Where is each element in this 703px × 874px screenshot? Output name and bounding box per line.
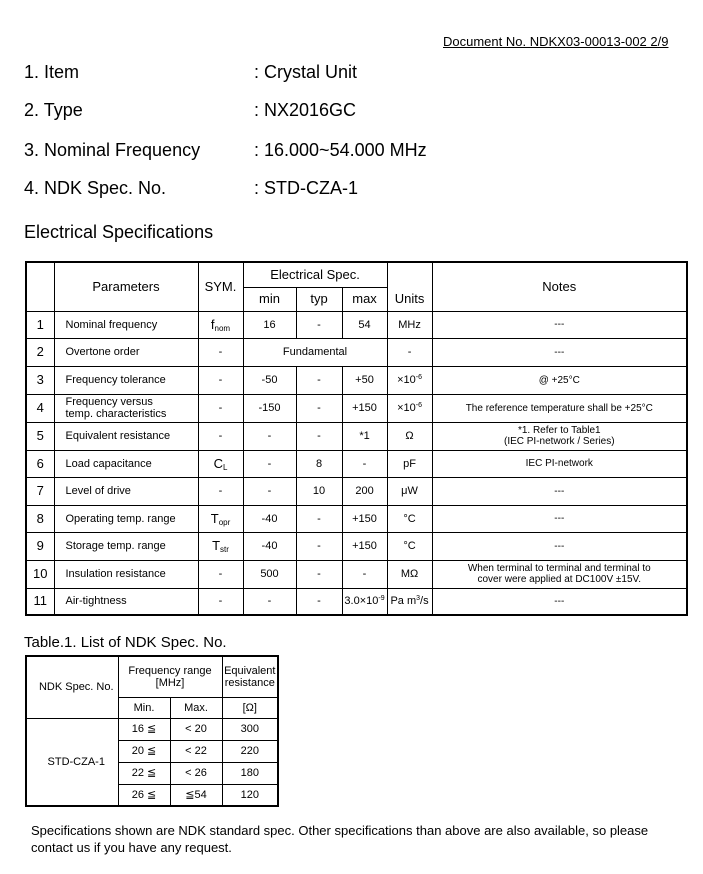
row-typ: - [296,394,342,422]
row-symbol: - [198,588,243,615]
row-max: *1 [342,422,387,450]
row-min: -40 [243,505,296,532]
row-unit: MHz [387,311,432,338]
table-row [26,311,687,338]
row-symbol: $T_{str}$ [198,532,243,560]
header-max: Max. [170,697,222,718]
freq-min: 20 ≦ [118,740,170,762]
row-number: 9 [26,532,54,560]
freq-min: 22 ≦ [118,762,170,784]
header-sym: SYM. [198,262,243,311]
table-row [26,477,687,505]
row-max: +150 [342,532,387,560]
row-typ: 10 [296,477,342,505]
row-number: 6 [26,450,54,477]
row-max: 54 [342,311,387,338]
row-note: The reference temperature shall be +25°C [432,394,687,422]
resistance: 120 [222,784,278,806]
row-number: 4 [26,394,54,422]
row-symbol: - [198,366,243,394]
row-typ: - [296,366,342,394]
item-value: : NX2016GC [254,100,357,120]
item-label: 1. Item [24,62,80,82]
row-min: - [243,588,296,615]
row-symbol: - [198,477,243,505]
freq-max: < 22 [170,740,222,762]
row-note: --- [432,477,687,505]
row-number: 2 [26,338,54,366]
row-parameter: Overtone order [54,338,198,366]
row-unit: °C [387,505,432,532]
row-min: - [243,450,296,477]
row-parameter: Insulation resistance [54,560,198,588]
item-label: 2. Type [24,100,83,120]
resistance: 220 [222,740,278,762]
row-max: 200 [342,477,387,505]
header-ohm: [Ω] [222,697,278,718]
row-parameter: Level of drive [54,477,198,505]
row-typ: - [296,505,342,532]
spec-no-value: STD-CZA-1 [26,718,118,806]
table-row [26,505,687,532]
table-row [26,366,687,394]
row-unit: Pa $m^3/s$ [387,588,432,615]
item-value: : Crystal Unit [254,62,358,82]
row-parameter: Storage temp. range [54,532,198,560]
header-max: max [342,287,387,311]
freq-min: 26 ≦ [118,784,170,806]
row-number: 7 [26,477,54,505]
header-electrical-spec: Electrical Spec. [243,262,387,287]
row-max: - [342,450,387,477]
row-unit: μW [387,477,432,505]
row-symbol: $C_L$ [198,450,243,477]
row-unit: °C [387,532,432,560]
table-row [26,422,687,450]
freq-max: < 26 [170,762,222,784]
row-number: 1 [26,311,54,338]
ndk-spec-list-table [25,655,279,807]
row-unit: pF [387,450,432,477]
document-number: Document No. NDKX03-00013-002 2/9 [443,34,669,49]
item-value: : STD-CZA-1 [254,178,359,198]
row-max: +50 [342,366,387,394]
row-parameter: Nominal frequency [54,311,198,338]
resistance: 180 [222,762,278,784]
row-symbol: - [198,422,243,450]
table-row [26,532,687,560]
resistance: 300 [222,718,278,740]
item-label: 4. NDK Spec. No. [24,178,167,198]
row-symbol: $f_{nom}$ [198,311,243,338]
row-number: 5 [26,422,54,450]
row-parameter: Operating temp. range [54,505,198,532]
row-unit: Ω [387,422,432,450]
row-max: +150 [342,394,387,422]
row-unit: MΩ [387,560,432,588]
row-number: 10 [26,560,54,588]
row-parameter: Air-tightness [54,588,198,615]
section-title: Electrical Specifications [24,222,214,242]
header-units-spacer [387,262,432,287]
row-note: IEC PI-network [432,450,687,477]
row-max: $3.0\times 10^{-9}$ [342,588,387,615]
electrical-spec-table [25,261,688,616]
row-max: - [342,560,387,588]
header-units: Units [387,287,432,311]
row-unit: $\times 10^{-6}$ [387,366,432,394]
header-frequency-range: Frequency range [MHz] [118,656,222,697]
row-typ: - [296,588,342,615]
row-note: @ +25°C [432,366,687,394]
table-row [26,450,687,477]
row-min: -50 [243,366,296,394]
freq-max: < 20 [170,718,222,740]
header-spec-no: NDK Spec. No. [26,656,118,718]
row-note: --- [432,532,687,560]
item-value: : 16.000~54.000 MHz [254,140,427,160]
row-unit: $\times 10^{-6}$ [387,394,432,422]
header-equivalent-resistance: Equivalent resistance [222,656,278,697]
row-min: 500 [243,560,296,588]
row-number: 3 [26,366,54,394]
table-row [26,718,278,740]
row-symbol: - [198,560,243,588]
row-merged-value: Fundamental [243,338,387,366]
freq-min: 16 ≦ [118,718,170,740]
row-typ: - [296,422,342,450]
row-min: 16 [243,311,296,338]
table-row [26,588,687,615]
row-note: When terminal to terminal and terminal to cover were applied at DC100V ±15V. [432,560,687,588]
row-unit: - [387,338,432,366]
row-parameter: Equivalent resistance [54,422,198,450]
table-row [26,394,687,422]
item-label: 3. Nominal Frequency [24,140,201,160]
row-min: - [243,422,296,450]
row-note: --- [432,311,687,338]
header-number [26,262,54,311]
row-parameter: Frequency versus temp. characteristics [54,394,198,422]
row-min: -40 [243,532,296,560]
row-number: 11 [26,588,54,615]
row-typ: - [296,311,342,338]
freq-max: ≦54 [170,784,222,806]
row-typ: - [296,560,342,588]
header-notes: Notes [432,262,687,311]
table-row [26,560,687,588]
footer-note: Specifications shown are NDK standard spec. Other specifications than above are also available, so please contact us if you have any request. [31,823,649,855]
table-row [26,338,687,366]
row-min: - [243,477,296,505]
row-number: 8 [26,505,54,532]
row-parameter: Frequency tolerance [54,366,198,394]
row-note: --- [432,338,687,366]
row-symbol: - [198,394,243,422]
header-min: min [243,287,296,311]
row-note: --- [432,505,687,532]
header-min: Min. [118,697,170,718]
table1-caption: Table.1. List of NDK Spec. No. [24,634,227,651]
header-typ: typ [296,287,342,311]
header-parameters: Parameters [54,262,198,311]
row-parameter: Load capacitance [54,450,198,477]
row-max: +150 [342,505,387,532]
row-typ: - [296,532,342,560]
row-note: --- [432,588,687,615]
row-note: *1. Refer to Table1 (IEC PI-network / Series) [432,422,687,450]
row-typ: 8 [296,450,342,477]
row-symbol: $T_{opr}$ [198,505,243,532]
row-min: -150 [243,394,296,422]
row-symbol: - [198,338,243,366]
